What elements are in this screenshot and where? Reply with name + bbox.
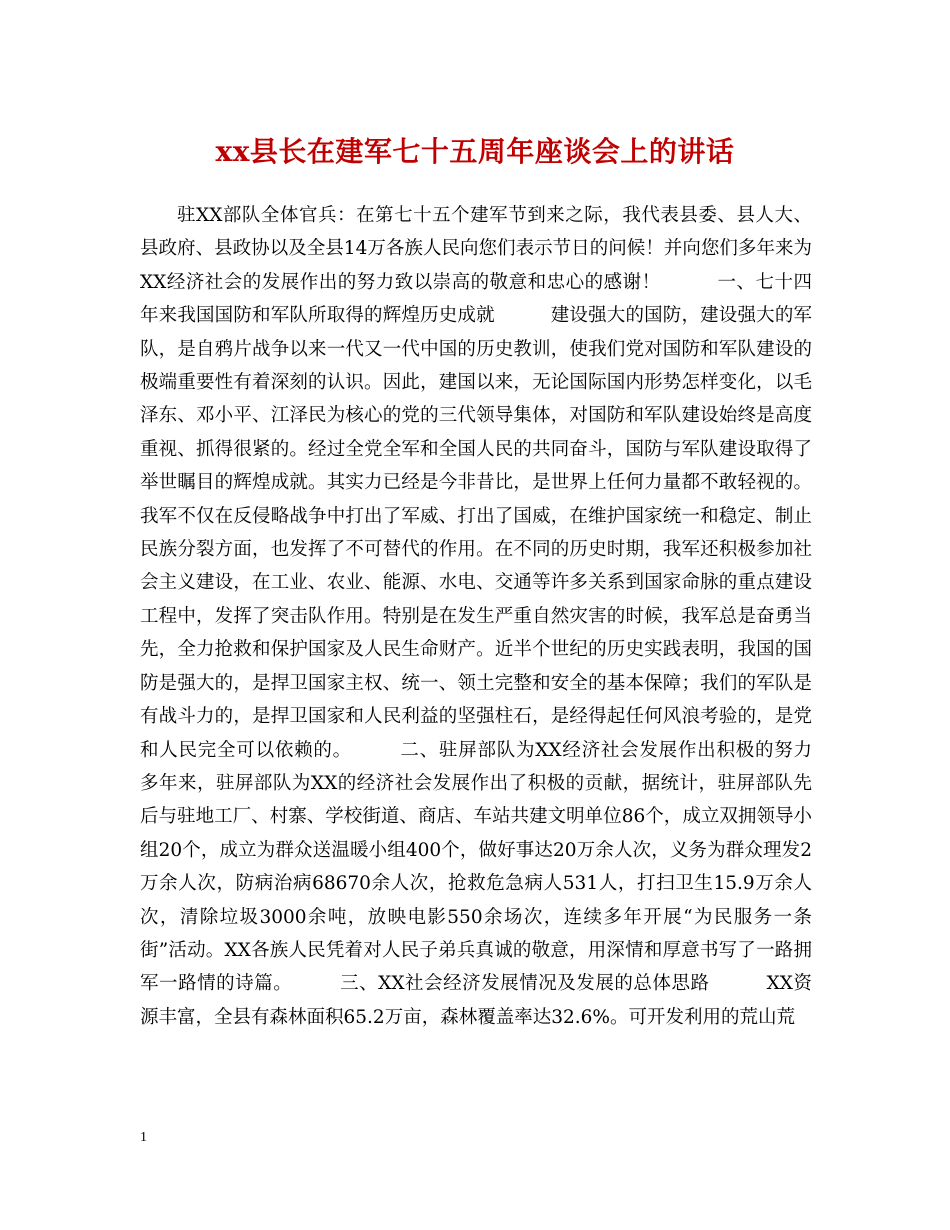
document-body: 驻XX部队全体官兵：在第七十五个建军节到来之际，我代表县委、县人大、县政府、县政协以及全县14万各族人民向您们表示节日的问候！并向您们多年来为XX经济社会的发展作出的努力致以崇高的敬意和忠心的感谢！ 一、七十四年来我国国防和军队所取得的辉煌历史成就 建设强大的国防，建设强大的军队，是自鸦片战争以来一代又一代中国的历史教训，使我们党对国防和军队建设的极端重要性有着深刻的认识。因此，建国以来，无论国际国内形势怎样变化，以毛泽东、邓小平、江泽民为核心的党的三代领导集体，对国防和军队建设始终是高度重视、抓得很紧的。经过全党全军和全国人民的共同奋斗，国防与军队建设取得了举世瞩目的辉煌成就。其实力已经是今非昔比，是世界上任何力量都不敢轻视的。我军不仅在反侵略战争中打出了军威、打出了国威，在维护国家统一和稳定、制止民族分裂方面，也发挥了不可替代的作用。在不同的历史时期，我军还积极参加社会主义建设，在工业、农业、能源、水电、交通等许多关系到国家命脉的重点建设工程中，发挥了突击队作用。特别是在发生严重自然灾害的时候，我军总是奋勇当先，全力抢救和保护国家及人民生命财产。近半个世纪的历史实践表明，我国的国防是强大的，是捍卫国家主权、统一、领土完整和安全的基本保障；我们的军队是有战斗力的，是捍卫国家和人民利益的坚强柱石，是经得起任何风浪考验的，是党和人民完全可以依赖的。 二、驻屏部队为XX经济社会发展作出积极的努力 多年来，驻屏部队为XX的经济社会发展作出了积极的贡献，据统计，驻屏部队先后与驻地工厂、村寨、学校街道、商店、车站共建文明单位86个，成立双拥领导小组20个，成立为群众送温暖小组400个，做好事达20万余人次，义务为群众理发2万余人次，防病治病68670余人次，抢救危急病人531人，打扫卫生15.9万余人次，清除垃圾3000余吨，放映电影550余场次，连续多年开展“为民服务一条街”活动。XX各族人民凭着对人民子弟兵真诚的敬意，用深情和厚意书写了一路拥军一路情的诗篇。 三、XX社会经济发展情况及发展的总体思路 XX资源丰富，全县有森林面积65.2万亩，森林覆盖率达32.6%。可开发利用的荒山荒 [140,205,868,1028]
document-title: xx县长在建军七十五周年座谈会上的讲话 [215,135,735,168]
page-number: 1 [140,1130,147,1145]
